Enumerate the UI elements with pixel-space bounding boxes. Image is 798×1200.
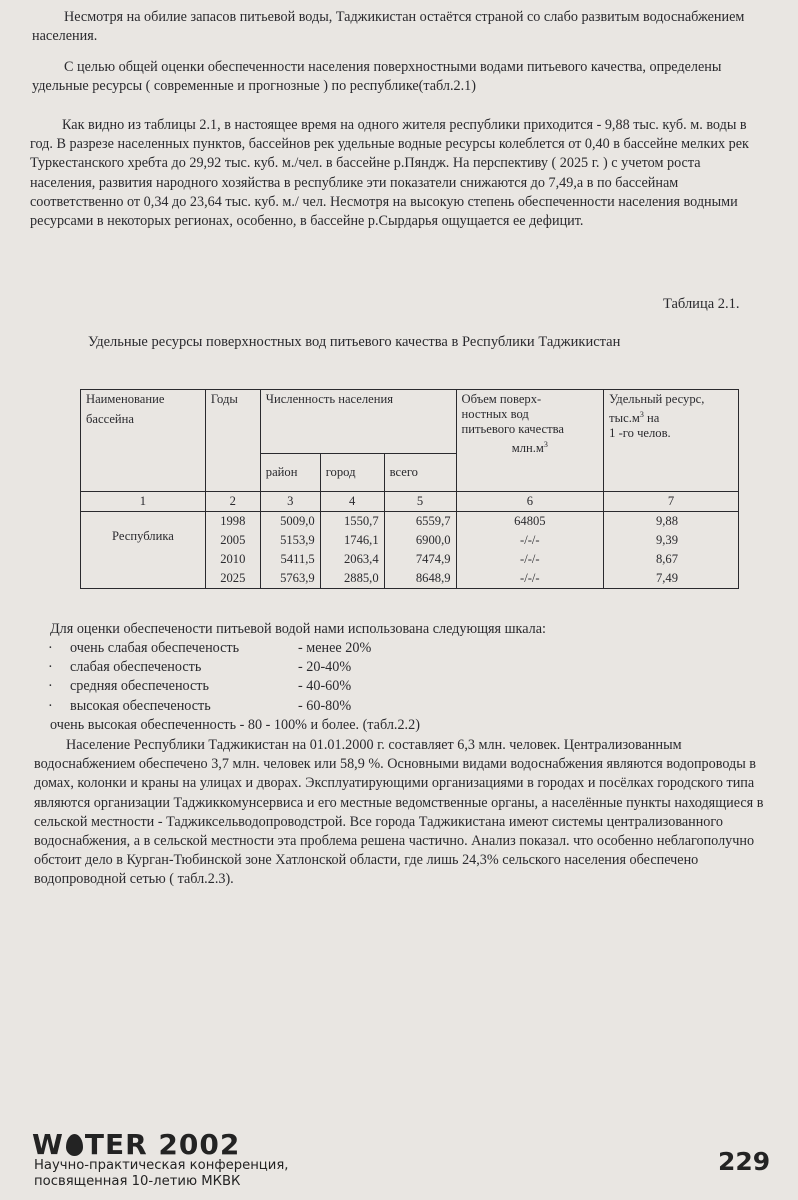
header-population: Численность населения [260, 390, 456, 454]
provision-scale-list [48, 639, 371, 716]
water-resources-table [80, 389, 739, 589]
table-row: 2025 5763,9 2885,0 8648,9 -/-/- 7,49 [81, 569, 739, 589]
table-row: 2005 5153,9 1746,1 6900,0 -/-/- 9,39 [81, 531, 739, 550]
table-row: Республика 1998 5009,0 1550,7 6559,7 64805 9,88 [81, 512, 739, 532]
header-city: город [320, 454, 384, 492]
population-paragraph: Население Республики Таджикистан на 01.01.2000 г. составляет 6,3 млн. человек. Централизованным водоснабжением обеспечено 3,7 млн. человек или 58,9 %. Основными видами водоснабжения являются водопроводы в домах, колонки и краны на улицах и дворах. Эксплуатирующими организациями в городах и посёлках городского типа являются организации Таджиккомунсервиса и его местные ведомственные органы, а населённые пункты находящиеся в сельской местности - Таджиксельводопроводстрой. Все города Таджикистана имеют системы централизованного водоснабжения, а в сельской местности эта проблема решена частично. Анализ показал. что особенно неблагополучно обстоит дело в Курган-Тюбинской зоне Хатлонской области, где лишь 24,3% сельского населения обеспечено водопроводной сетью ( табл.2.3). [34, 737, 764, 888]
header-years: Годы [205, 390, 260, 492]
list-item: · высокая обеспеченость - 60-80% [48, 697, 352, 714]
water-drop-icon [66, 1134, 83, 1156]
table-title: Удельные ресурсы поверхностных вод питьевого качества в Республики Таджикистан [88, 334, 621, 350]
region-cell: Республика [81, 512, 206, 589]
column-number-row: 1 2 3 4 5 6 7 [81, 492, 739, 512]
water-2002-logo: W TER 2002 [32, 1128, 241, 1161]
list-item: · слабая обеспеченость - 20-40% [48, 659, 352, 676]
table-row: 2010 5411,5 2063,4 7474,9 -/-/- 8,67 [81, 550, 739, 569]
list-item: · средняя обеспеченость - 40-60% [48, 678, 352, 695]
list-item: · очень слабая обеспеченость - менее 20% [48, 640, 372, 656]
scale-intro: Для оценки обеспечености питьевой водой нами использована следующяя шкала: [50, 621, 546, 637]
header-total: всего [384, 454, 456, 492]
intro-paragraph-2: С целью общей оценки обеспеченности населения поверхностными водами питьевого качества, определены удельные ресурсы ( современные и прогнозные ) по республике(табл.2.1) [32, 59, 722, 95]
header-specific-resource: Удельный ресурс, $тыс.м^3$ на 1 -го челов. [604, 390, 739, 492]
intro-paragraph-1: Несмотря на обилие запасов питьевой воды, Таджикистан остаётся страной со слабо развитым водоснабжением населения. [32, 9, 745, 45]
conference-caption: Научно-практическая конференция, посвященная 10-летию МКВК [34, 1158, 289, 1189]
page-number: 229 [718, 1147, 771, 1176]
header-district: район [260, 454, 320, 492]
header-basin: Наименование бассейна [81, 390, 206, 492]
scale-last-item: очень высокая обеспеченность - 80 - 100% и более. (табл.2.2) [50, 717, 420, 733]
header-volume: Объем поверх- ностных вод питьевого качества $млн.м^3$ [456, 390, 604, 492]
intro-paragraph-3: Как видно из таблицы 2.1, в настоящее время на одного жителя республики приходится - 9,88 тыс. куб. м. воды в год. В разрезе населенных пунктов, бассейнов рек удельные водные ресурсы колеблется от 0,40 в бассейне мелких рек Туркестанского хребта до 29,92 тыс. куб. м./чел. в бассейне р.Пяндж. На перспективу ( 2025 г. ) с учетом роста населения, развития народного хозяйства в республике эти показатели снижаются до 7,49,а в по бассейнам соответственно от 0,34 до 23,64 тыс. куб. м./ чел. Несмотря на высокую степень обеспеченности населения водными ресурсами в некоторых регионах, особенно, в бассейне р.Сырдарья ощущается ее дефицит. [30, 117, 749, 230]
table-label: Таблица 2.1. [663, 296, 740, 312]
